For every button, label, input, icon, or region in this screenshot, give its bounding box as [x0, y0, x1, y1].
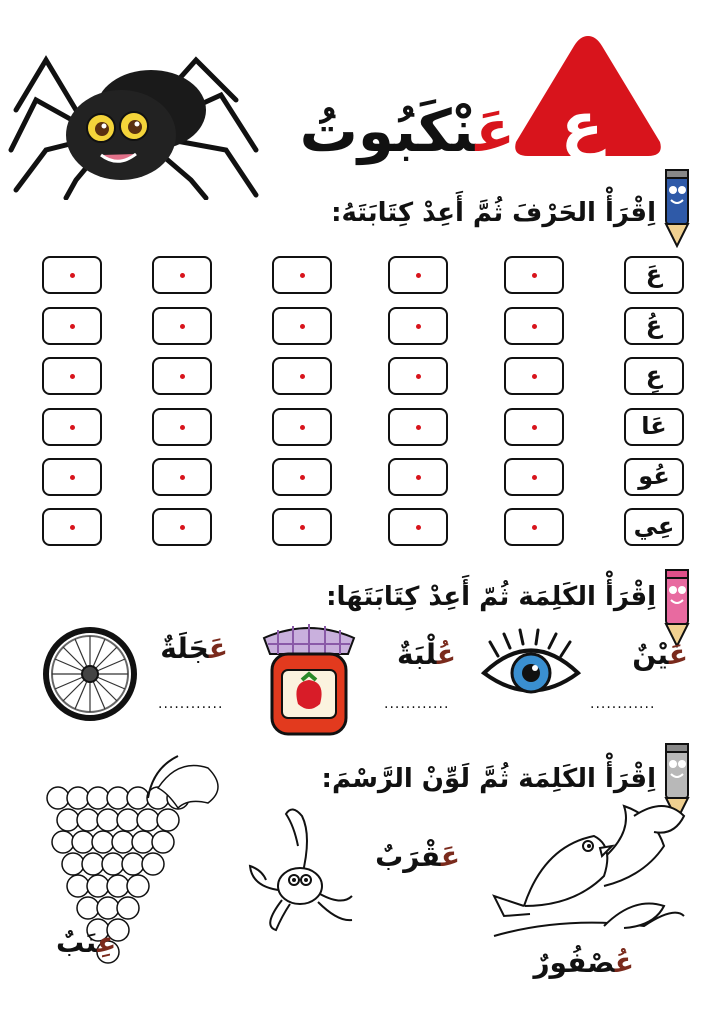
- writing-box[interactable]: [152, 256, 212, 294]
- writing-box[interactable]: [42, 307, 102, 345]
- grape: [107, 787, 129, 809]
- writing-box[interactable]: [152, 307, 212, 345]
- grape: [77, 897, 99, 919]
- writing-box[interactable]: [272, 307, 332, 345]
- word-bird: عُصْفُورٌ: [533, 946, 634, 979]
- writing-box[interactable]: [42, 508, 102, 546]
- spider-illustration: [6, 40, 286, 200]
- letter-box: عُ: [624, 307, 684, 345]
- title-word: [290, 86, 515, 176]
- writing-box[interactable]: [152, 458, 212, 496]
- guide-dot: [416, 374, 421, 379]
- guide-dot: [416, 475, 421, 480]
- writing-box[interactable]: [504, 408, 564, 446]
- guide-dot: [416, 425, 421, 430]
- guide-dot: [180, 475, 185, 480]
- writing-box[interactable]: [388, 408, 448, 446]
- grape: [82, 853, 104, 875]
- triangle-letter: ع: [560, 88, 604, 161]
- writing-box[interactable]: [504, 357, 564, 395]
- writing-box[interactable]: [504, 307, 564, 345]
- guide-dot: [300, 273, 305, 278]
- grape: [97, 897, 119, 919]
- grape: [57, 809, 79, 831]
- title-word-rest: نْكَبُوتُ: [299, 97, 476, 165]
- pencil-pink-icon: [660, 568, 694, 648]
- wheel-illustration: [42, 626, 138, 722]
- writing-box[interactable]: [388, 307, 448, 345]
- guide-dot: [300, 525, 305, 530]
- letter-box: عِ: [624, 357, 684, 395]
- grape: [137, 809, 159, 831]
- writing-box[interactable]: [152, 508, 212, 546]
- writing-box[interactable]: [152, 408, 212, 446]
- scorpion-illustration: [242, 796, 372, 936]
- letter-box: عَ: [624, 256, 684, 294]
- guide-dot: [532, 525, 537, 530]
- grape: [92, 831, 114, 853]
- jam-jar-illustration: [258, 618, 360, 740]
- guide-dot: [70, 425, 75, 430]
- bird-illustration: [484, 796, 694, 956]
- grape: [47, 787, 69, 809]
- grape: [72, 831, 94, 853]
- writing-box[interactable]: [504, 256, 564, 294]
- write-line-eye: ............: [590, 696, 656, 712]
- grape: [107, 875, 129, 897]
- writing-box[interactable]: [388, 357, 448, 395]
- guide-dot: [532, 475, 537, 480]
- grape: [117, 897, 139, 919]
- writing-box[interactable]: [504, 508, 564, 546]
- writing-box[interactable]: [42, 256, 102, 294]
- word-box: عُلْبَةٌ: [397, 638, 456, 671]
- grape: [67, 875, 89, 897]
- guide-dot: [300, 475, 305, 480]
- guide-dot: [70, 525, 75, 530]
- grape: [142, 853, 164, 875]
- guide-dot: [300, 425, 305, 430]
- grape: [152, 831, 174, 853]
- grape: [127, 787, 149, 809]
- grape: [97, 809, 119, 831]
- writing-box[interactable]: [42, 357, 102, 395]
- word-grapes: عِنَبٌ: [56, 926, 117, 959]
- guide-dot: [70, 324, 75, 329]
- guide-dot: [180, 525, 185, 530]
- grape: [87, 787, 109, 809]
- writing-box[interactable]: [272, 508, 332, 546]
- grape: [112, 831, 134, 853]
- writing-box[interactable]: [42, 408, 102, 446]
- guide-dot: [180, 425, 185, 430]
- writing-box[interactable]: [272, 458, 332, 496]
- grape: [67, 787, 89, 809]
- guide-dot: [416, 525, 421, 530]
- writing-box[interactable]: [152, 357, 212, 395]
- grape: [52, 831, 74, 853]
- grape: [127, 875, 149, 897]
- letter-box: عِي: [624, 508, 684, 546]
- guide-dot: [180, 324, 185, 329]
- grape: [157, 809, 179, 831]
- guide-dot: [300, 324, 305, 329]
- grape: [132, 831, 154, 853]
- writing-box[interactable]: [42, 458, 102, 496]
- guide-dot: [532, 374, 537, 379]
- guide-dot: [180, 374, 185, 379]
- grape: [62, 853, 84, 875]
- guide-dot: [70, 273, 75, 278]
- word-eye: عَيْنٌ: [632, 638, 688, 671]
- write-line-wheel: ............: [158, 696, 224, 712]
- writing-box[interactable]: [504, 458, 564, 496]
- letter-box: عُو: [624, 458, 684, 496]
- guide-dot: [532, 425, 537, 430]
- guide-dot: [70, 374, 75, 379]
- guide-dot: [300, 374, 305, 379]
- writing-box[interactable]: [388, 508, 448, 546]
- guide-dot: [180, 273, 185, 278]
- pencil-blue-icon: [660, 168, 694, 248]
- writing-box[interactable]: [388, 256, 448, 294]
- writing-box[interactable]: [388, 458, 448, 496]
- grape: [102, 853, 124, 875]
- grape: [77, 809, 99, 831]
- guide-dot: [416, 324, 421, 329]
- guide-dot: [416, 273, 421, 278]
- title-word-first-letter: عَ: [475, 97, 515, 165]
- letter-box: عَا: [624, 408, 684, 446]
- grape: [117, 809, 139, 831]
- instruction-read-letter: اِقْرَأْ الحَرْفَ ثُمَّ أَعِدْ كِتَابَتَهُ:: [331, 198, 656, 228]
- word-wheel: عَجَلَةٌ: [160, 632, 228, 665]
- writing-box[interactable]: [272, 357, 332, 395]
- instruction-read-word-color: اِقْرَأْ الكَلِمَة ثُمَّ لَوِّنْ الرَّسْمَ:: [321, 764, 656, 794]
- writing-box[interactable]: [272, 408, 332, 446]
- guide-dot: [70, 475, 75, 480]
- word-scorpion: عَقْرَبٌ: [375, 840, 460, 873]
- guide-dot: [532, 273, 537, 278]
- eye-illustration: [478, 628, 584, 708]
- writing-box[interactable]: [272, 256, 332, 294]
- instruction-read-word-write: اِقْرَأْ الكَلِمَة ثُمّ أَعِدْ كِتَابَتَهَا:: [326, 582, 656, 612]
- guide-dot: [532, 324, 537, 329]
- write-line-box: ............: [384, 696, 450, 712]
- grape: [87, 875, 109, 897]
- grape: [122, 853, 144, 875]
